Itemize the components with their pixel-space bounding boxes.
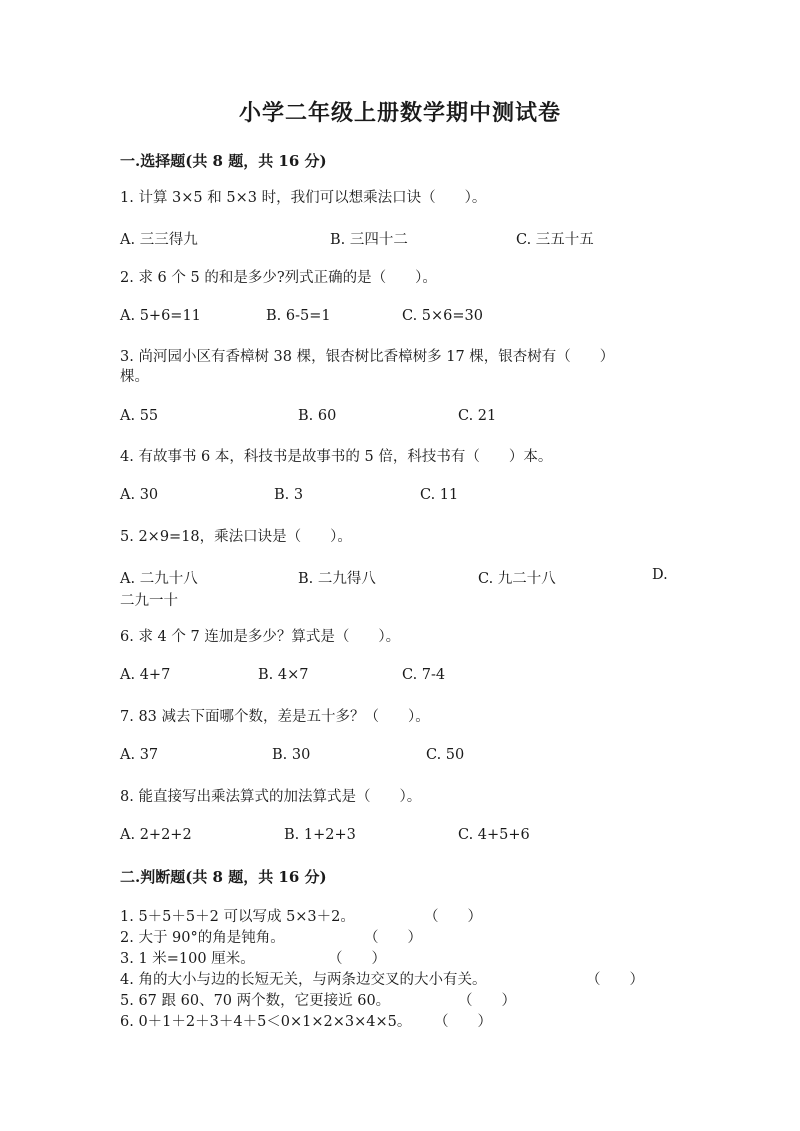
question-6: 6. 求 4 个 7 连加是多少？算式是（ ）。 [120, 629, 401, 645]
judgement-1: 1. 5＋5＋5＋2 可以写成 5×3＋2。 [120, 909, 355, 925]
option-2c: C. 5×6=30 [402, 308, 483, 324]
option-1c: C. 三五十五 [516, 232, 594, 248]
question-2: 2. 求 6 个 5 的和是多少?列式正确的是（ ）。 [120, 270, 437, 286]
section-heading-judgement: 二.判断题(共 8 题，共 16 分) [120, 868, 327, 886]
question-3-line1: 3. 尚河园小区有香樟树 38 棵，银杏树比香樟树多 17 棵，银杏树有（ ） [120, 349, 615, 365]
option-2a: A. 5+6=11 [120, 308, 201, 324]
judgement-5: 5. 67 跟 60、70 两个数，它更接近 60。 [120, 993, 391, 1009]
option-5d-text: 二九一十 [120, 593, 178, 609]
option-5b: B. 二九得八 [298, 571, 376, 587]
option-6a: A. 4+7 [120, 667, 171, 683]
page-title: 小学二年级上册数学期中测试卷 [238, 100, 561, 126]
option-7b: B. 30 [272, 747, 311, 763]
question-3-line2: 棵。 [120, 369, 149, 385]
option-8c: C. 4+5+6 [458, 827, 530, 843]
option-4b: B. 3 [274, 487, 304, 503]
option-8a: A. 2+2+2 [120, 827, 192, 843]
option-1b: B. 三四十二 [330, 232, 408, 248]
judgement-3: 3. 1 米=100 厘米。 [120, 951, 255, 967]
judgement-5-paren[interactable]: （ ） [458, 993, 516, 1009]
option-2b: B. 6-5=1 [266, 308, 331, 324]
option-5a: A. 二九十八 [120, 571, 198, 587]
question-4: 4. 有故事书 6 本，科技书是故事书的 5 倍，科技书有（ ）本。 [120, 449, 553, 465]
question-7: 7. 83 减去下面哪个数，差是五十多？（ ）。 [120, 709, 430, 725]
judgement-6: 6. 0＋1＋2＋3＋4＋5＜0×1×2×3×4×5。 [120, 1014, 412, 1030]
judgement-1-paren[interactable]: （ ） [424, 909, 482, 925]
question-1: 1. 计算 3×5 和 5×3 时，我们可以想乘法口诀（ ）。 [120, 190, 487, 206]
judgement-6-paren[interactable]: （ ） [434, 1014, 492, 1030]
option-7a: A. 37 [120, 747, 159, 763]
judgement-2: 2. 大于 90°的角是钝角。 [120, 930, 285, 946]
section-heading-choice: 一.选择题(共 8 题，共 16 分) [120, 152, 327, 170]
question-5: 5. 2×9=18，乘法口诀是（ ）。 [120, 529, 352, 545]
option-8b: B. 1+2+3 [284, 827, 356, 843]
judgement-4-paren[interactable]: （ ） [586, 972, 644, 988]
question-8: 8. 能直接写出乘法算式的加法算式是（ ）。 [120, 789, 422, 805]
judgement-4: 4. 角的大小与边的长短无关，与两条边交叉的大小有关。 [120, 972, 487, 988]
option-5c: C. 九二十八 [478, 571, 556, 587]
option-5d: D. [652, 567, 668, 583]
option-1a: A. 三三得九 [120, 232, 198, 248]
option-4c: C. 11 [420, 487, 459, 503]
option-3b: B. 60 [298, 408, 337, 424]
judgement-2-paren[interactable]: （ ） [364, 930, 422, 946]
option-3a: A. 55 [120, 408, 159, 424]
option-6c: C. 7-4 [402, 667, 446, 683]
judgement-3-paren[interactable]: （ ） [328, 951, 386, 967]
option-6b: B. 4×7 [258, 667, 309, 683]
option-4a: A. 30 [120, 487, 159, 503]
option-3c: C. 21 [458, 408, 497, 424]
option-7c: C. 50 [426, 747, 465, 763]
